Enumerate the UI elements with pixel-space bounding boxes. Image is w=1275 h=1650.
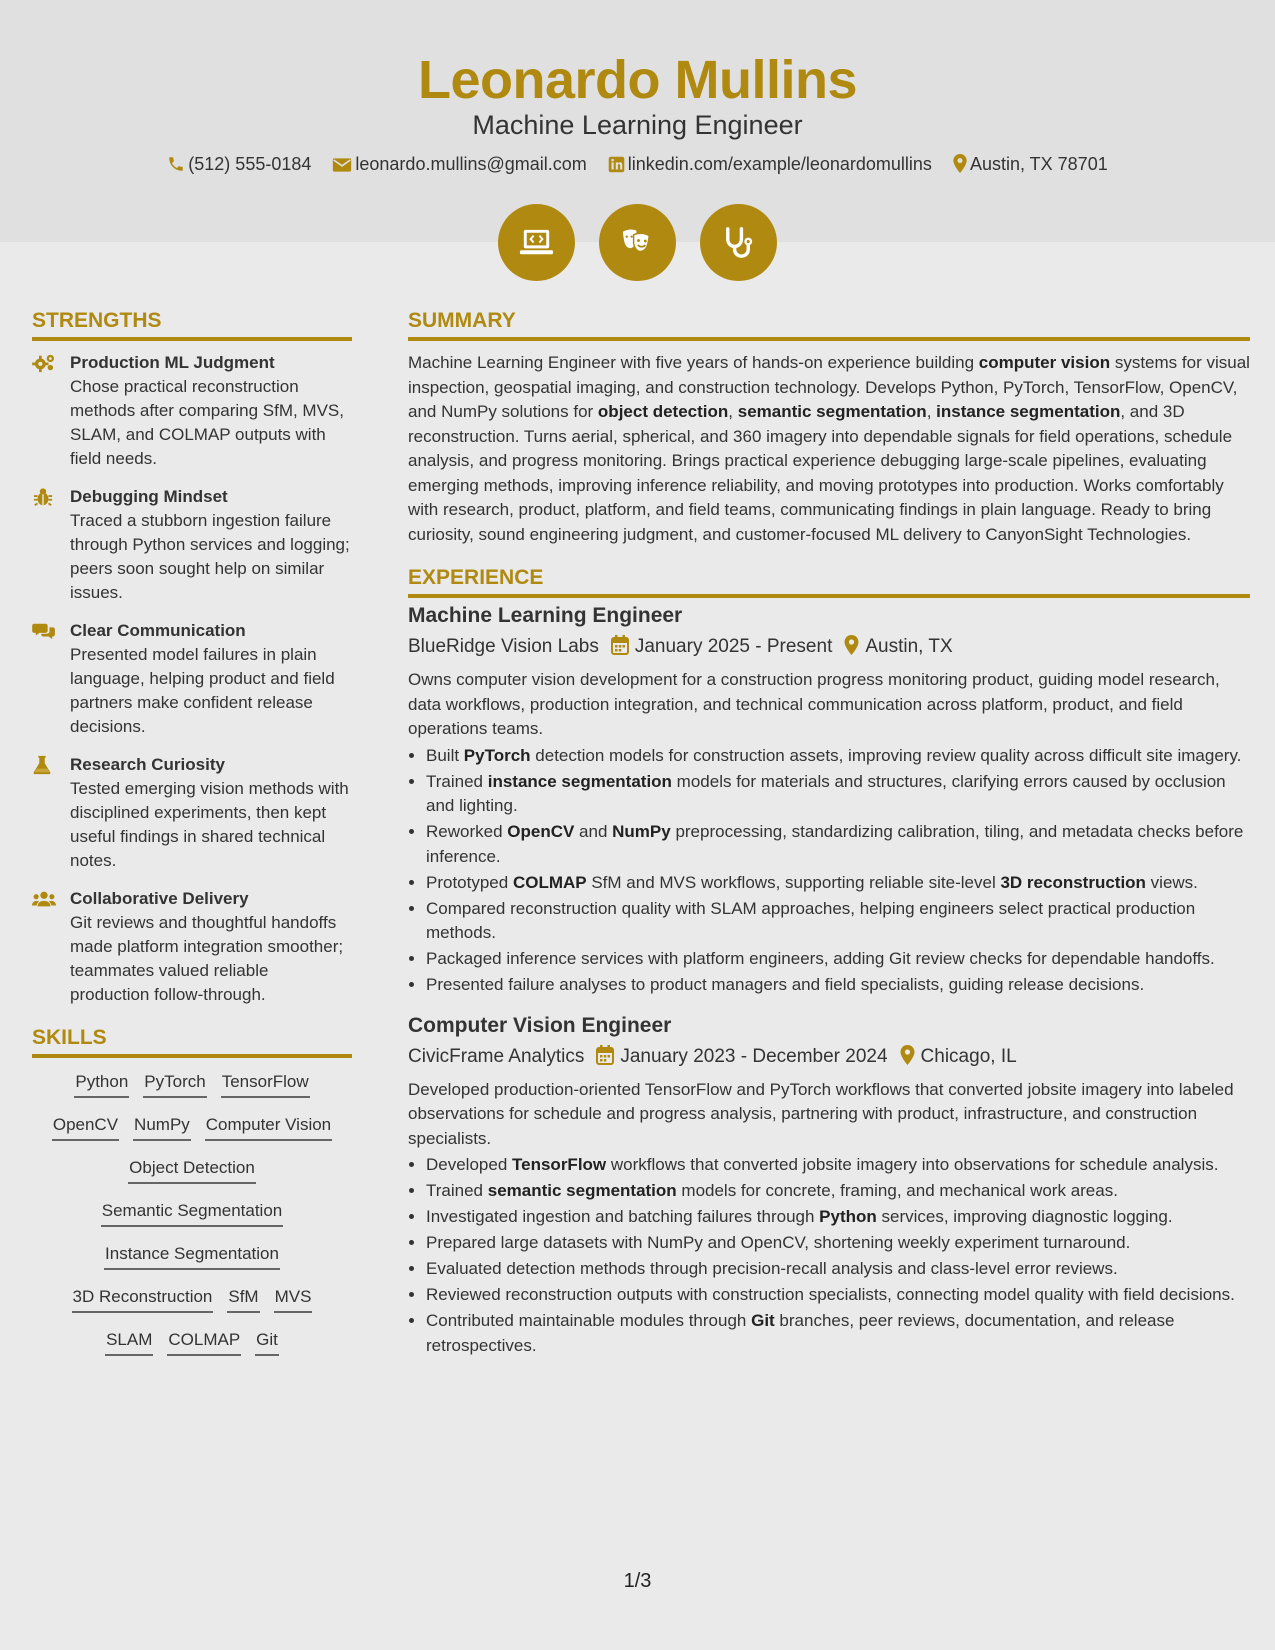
bullet-item: [426, 1153, 1250, 1178]
skill-tag: SLAM: [105, 1327, 153, 1356]
bullet-emphasis: COLMAP: [512, 872, 587, 892]
skill-row: [32, 1111, 352, 1141]
skills-list: [32, 1068, 352, 1356]
strength-title: Debugging Mindset: [70, 487, 228, 506]
bullet-item: [426, 897, 1250, 946]
bug-icon: [32, 487, 54, 512]
bullet-text: models for concrete, framing, and mechanical work areas.: [676, 1181, 1118, 1200]
skill-tag: Object Detection: [128, 1155, 256, 1184]
laptop-code-badge: [498, 204, 575, 281]
bullet-item: [426, 871, 1250, 896]
bullet-text: Prototyped: [426, 872, 513, 892]
summary-text: ,: [728, 402, 738, 421]
users-icon: [32, 889, 56, 914]
bullet-item: [426, 820, 1250, 869]
map-marker-icon: [844, 635, 859, 655]
bullet-text: and: [574, 822, 613, 841]
job-bullets: [408, 744, 1250, 998]
job-description: Developed production-oriented TensorFlow and PyTorch workflows that converted jobsite imagery into labeled observations for schedule and progress analysis, partnering with product, infrastructure, and construction specialists.: [408, 1079, 1234, 1148]
linkedin-text: linkedin.com/example/leonardomullins: [627, 154, 932, 174]
job-meta: [408, 632, 1250, 662]
strength-description: Presented model failures in plain language, helping product and field partners make confident release decisions.: [70, 645, 335, 736]
skill-row: [32, 1240, 352, 1270]
right-column: [408, 308, 1250, 1360]
bullet-item: [426, 744, 1250, 769]
map-marker-icon-wrap: [832, 636, 865, 657]
strength-item: [32, 753, 352, 873]
candidate-role: Machine Learning Engineer: [472, 110, 803, 140]
bullet-item: [426, 770, 1250, 819]
skill-row: [32, 1283, 352, 1313]
bullet-item: [426, 1309, 1250, 1358]
bullet-item: [426, 1231, 1250, 1256]
summary-text: , and 3D reconstruction. Turns aerial, spherical, and 360 imagery into dependable signals for field operations, schedule analysis, and progress monitoring. Brings practical experience debugging large-scale pipelines, evaluating emerging methods, improving inference reliability, and moving prototypes into production. Works comfortably with research, product, platform, and field teams, communicating findings in plain language. Ready to bring curiosity, sound engineering judgment, and customer-focused ML delivery to CanyonSight Technologies.: [408, 402, 1233, 544]
strength-item: [32, 485, 352, 605]
bullet-text: detection models for construction assets, improving review quality across difficult site imagery.: [530, 745, 1242, 765]
phone-text: (512) 555-0184: [188, 154, 312, 174]
bullet-emphasis: PyTorch: [463, 745, 531, 765]
strength-description: Tested emerging vision methods with disciplined experiments, then kept useful findings in shared technical notes.: [70, 779, 349, 870]
skill-tag: COLMAP: [167, 1327, 241, 1356]
bullet-text: Packaged inference services with platform engineers, adding Git review checks for dependable handoffs.: [426, 949, 1215, 968]
job-dates: January 2023 - December 2024: [620, 1045, 888, 1067]
bullet-emphasis: TensorFlow: [512, 1155, 607, 1174]
summary-text: systems for visual inspection, geospatial imaging, and construction technology. Develops Python, PyTorch, TensorFlow, OpenCV, and NumPy solutions for: [408, 353, 1250, 421]
calendar-icon: [596, 1045, 614, 1065]
bullet-text: Prepared large datasets with NumPy and OpenCV, shortening weekly experiment turnaround.: [426, 1233, 1131, 1252]
strength-description: Traced a stubborn ingestion failure through Python services and logging; peers soon sought help on similar issues.: [70, 511, 350, 602]
bullet-emphasis: Python: [819, 1207, 877, 1226]
bullet-text: Built: [426, 745, 464, 765]
bullet-emphasis: instance segmentation: [487, 771, 672, 791]
skill-tag: NumPy: [133, 1112, 191, 1141]
bullet-text: Trained: [426, 771, 488, 791]
bullet-emphasis: NumPy: [612, 822, 671, 841]
strength-item: [32, 887, 352, 1007]
contact-location: [953, 152, 1108, 176]
contact-linkedin[interactable]: [608, 152, 932, 176]
strength-item: [32, 351, 352, 471]
bullet-item: [426, 947, 1250, 972]
stethoscope-icon: [719, 223, 758, 262]
bullet-text: Investigated ingestion and batching failures through: [426, 1207, 820, 1226]
email-text: leonardo.mullins@gmail.com: [355, 154, 587, 174]
bullet-text: views.: [1145, 872, 1198, 892]
bullet-emphasis: semantic segmentation: [487, 1181, 677, 1200]
bullet-text: Reworked: [426, 822, 508, 841]
summary-text: [408, 351, 1250, 547]
bullet-text: SfM and MVS workflows, supporting reliable site-level: [586, 872, 1001, 892]
skill-tag: TensorFlow: [221, 1069, 310, 1098]
bullet-text: Developed: [426, 1155, 513, 1174]
contact-line: [0, 152, 1275, 176]
bullet-item: [426, 1179, 1250, 1204]
bullet-text: services, improving diagnostic logging.: [876, 1207, 1173, 1226]
map-marker-icon: [900, 1045, 915, 1065]
company-name: BlueRidge Vision Labs: [408, 636, 599, 657]
interest-badges: [0, 204, 1275, 281]
company-name: CivicFrame Analytics: [408, 1045, 585, 1067]
flask-icon: [32, 755, 52, 780]
theater-masks-icon: [618, 223, 657, 262]
phone-icon: [167, 155, 185, 173]
job-title: Computer Vision Engineer: [408, 1013, 672, 1037]
job-location: Austin, TX: [865, 636, 953, 657]
skills-heading: SKILLS: [32, 1025, 352, 1058]
contact-phone[interactable]: [167, 152, 311, 176]
bullet-text: Compared reconstruction quality with SLAM approaches, helping engineers select practical production methods.: [426, 898, 1196, 942]
skill-row: [32, 1326, 352, 1356]
bullet-text: Evaluated detection methods through precision-recall analysis and class-level error reviews.: [426, 1259, 1118, 1278]
experience-list: [408, 602, 1250, 1358]
strength-title: Clear Communication: [70, 621, 246, 640]
job-location: Chicago, IL: [920, 1045, 1017, 1067]
gears-icon: [32, 353, 56, 378]
contact-email[interactable]: [332, 152, 586, 176]
strength-title: Production ML Judgment: [70, 353, 275, 372]
skill-tag: 3D Reconstruction: [72, 1284, 214, 1313]
skill-tag: Computer Vision: [205, 1112, 332, 1141]
skill-tag: Git: [255, 1327, 279, 1356]
summary-heading: SUMMARY: [408, 308, 1250, 341]
calendar-icon: [611, 635, 629, 655]
bullet-text: Trained: [426, 1181, 488, 1200]
experience-heading: EXPERIENCE: [408, 565, 1250, 598]
bullet-text: Presented failure analyses to product managers and field specialists, guiding release decisions.: [426, 975, 1145, 994]
bullet-text: workflows that converted jobsite imagery into observations for schedule analysis.: [606, 1155, 1219, 1174]
job-entry: [408, 1012, 1250, 1359]
bullet-text: branches, peer reviews, documentation, and release retrospectives.: [426, 1311, 1175, 1355]
summary-emphasis: semantic segmentation: [737, 402, 927, 421]
linkedin-icon: [608, 156, 625, 173]
skill-row: [32, 1154, 352, 1184]
job-entry: [408, 602, 1250, 998]
bullet-text: preprocessing, standardizing calibration, tiling, and metadata checks before inference.: [426, 822, 1244, 866]
skill-tag: OpenCV: [52, 1112, 119, 1141]
strength-title: Collaborative Delivery: [70, 889, 249, 908]
skill-tag: PyTorch: [143, 1069, 206, 1098]
skill-tag: Semantic Segmentation: [101, 1198, 284, 1227]
skill-row: [32, 1068, 352, 1098]
strengths-list: [32, 351, 352, 1007]
bullet-text: Reviewed reconstruction outputs with construction specialists, connecting model quality with field decisions.: [426, 1285, 1235, 1304]
calendar-icon-wrap: [599, 636, 635, 657]
summary-emphasis: computer vision: [978, 353, 1111, 372]
left-column: [32, 308, 352, 1369]
theater-masks-badge: [599, 204, 676, 281]
location-text: Austin, TX 78701: [969, 154, 1108, 174]
strength-title: Research Curiosity: [70, 755, 225, 774]
bullet-emphasis: OpenCV: [507, 822, 575, 841]
strengths-heading: STRENGTHS: [32, 308, 352, 341]
laptop-code-icon: [517, 223, 556, 262]
candidate-name: Leonardo Mullins: [417, 50, 857, 110]
summary-emphasis: instance segmentation: [936, 402, 1121, 421]
skill-tag: SfM: [227, 1284, 259, 1313]
skill-row: [32, 1197, 352, 1227]
job-meta: [408, 1042, 1250, 1072]
summary-text: ,: [926, 402, 937, 421]
map-marker-icon-wrap: [888, 1046, 921, 1067]
comments-icon: [32, 621, 56, 646]
skill-tag: MVS: [274, 1284, 313, 1313]
calendar-icon-wrap: [584, 1046, 620, 1067]
skill-tag: Python: [74, 1069, 129, 1098]
bullet-item: [426, 973, 1250, 998]
job-bullets: [408, 1153, 1250, 1358]
envelope-icon: [332, 157, 352, 173]
bullet-item: [426, 1205, 1250, 1230]
bullet-text: models for materials and structures, clarifying errors caused by occlusion and lighting.: [426, 771, 1226, 815]
strength-item: [32, 619, 352, 739]
bullet-item: [426, 1257, 1250, 1282]
skill-tag: Instance Segmentation: [104, 1241, 280, 1270]
strength-description: Chose practical reconstruction methods after comparing SfM, MVS, SLAM, and COLMAP outputs with field needs.: [70, 377, 344, 468]
strength-description: Git reviews and thoughtful handoffs made platform integration smoother; teammates valued reliable production follow-through.: [70, 913, 344, 1004]
summary-emphasis: object detection: [597, 402, 729, 421]
page-indicator: 1/3: [623, 1570, 652, 1592]
job-dates: January 2025 - Present: [634, 636, 833, 657]
bullet-emphasis: Git: [751, 1311, 775, 1330]
bullet-text: Contributed maintainable modules through: [426, 1311, 752, 1330]
bullet-item: [426, 1283, 1250, 1308]
job-description: Owns computer vision development for a construction progress monitoring product, guiding model research, data workflows, production integration, and technical communication across platform, product, and field operations teams.: [408, 670, 1220, 738]
bullet-emphasis: 3D reconstruction: [1000, 872, 1146, 892]
map-marker-icon: [953, 154, 967, 173]
stethoscope-badge: [700, 204, 777, 281]
job-title: Machine Learning Engineer: [408, 604, 683, 627]
summary-text: Machine Learning Engineer with five years of hands-on experience building: [408, 353, 979, 372]
